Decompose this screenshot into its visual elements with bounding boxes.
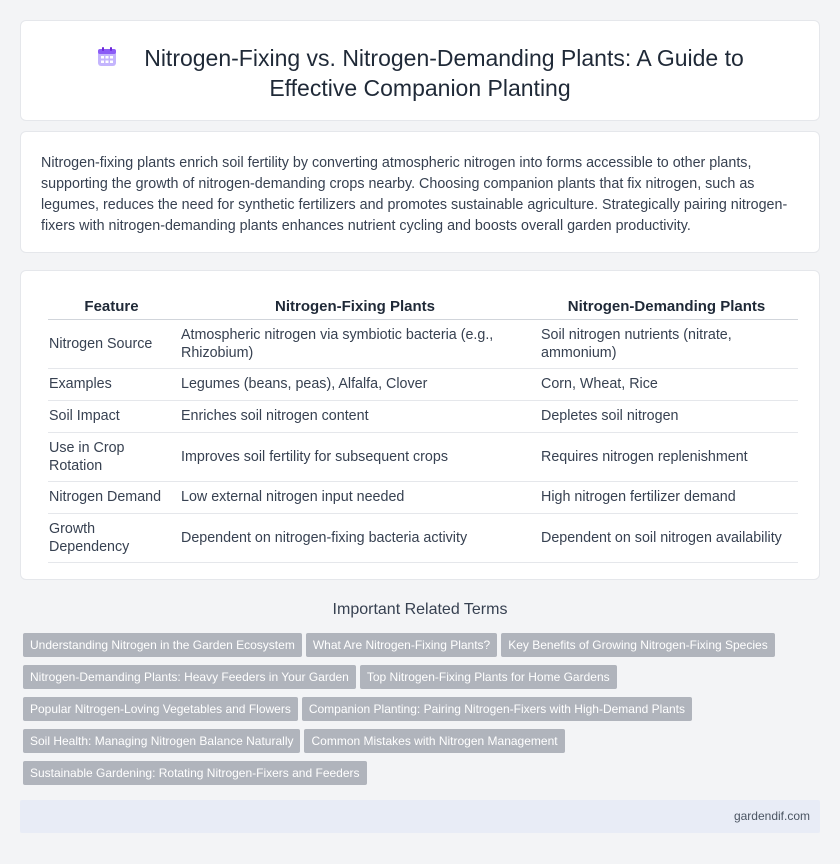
calendar-icon (96, 45, 118, 67)
table-row (48, 319, 798, 368)
table-row (48, 481, 798, 513)
related-term-tag[interactable]: Sustainable Gardening: Rotating Nitrogen-Fixers and Feeders (23, 761, 367, 785)
intro-card (20, 131, 820, 253)
table-cell: High nitrogen fertilizer demand (535, 481, 798, 513)
table-cell: Dependent on soil nitrogen availability (535, 513, 798, 562)
related-terms-title: Important Related Terms (332, 601, 508, 618)
table-cell: Depletes soil nitrogen (535, 400, 798, 432)
table-cell: Dependent on nitrogen-fixing bacteria activity (175, 513, 535, 562)
table-header-row (48, 295, 798, 319)
related-terms-list (23, 633, 803, 793)
related-term-tag[interactable]: Soil Health: Managing Nitrogen Balance Naturally (23, 729, 300, 753)
table-cell: Growth Dependency (48, 513, 175, 562)
table-cell: Requires nitrogen replenishment (535, 432, 798, 481)
related-term-tag[interactable]: Understanding Nitrogen in the Garden Ecosystem (23, 633, 302, 657)
table-row (48, 432, 798, 481)
related-term-tag[interactable]: Top Nitrogen-Fixing Plants for Home Gardens (360, 665, 617, 689)
table-cell: Corn, Wheat, Rice (535, 368, 798, 400)
footer-bar (20, 800, 820, 833)
related-term-tag[interactable]: Common Mistakes with Nitrogen Management (304, 729, 564, 753)
table-row (48, 400, 798, 432)
related-term-tag[interactable]: Nitrogen-Demanding Plants: Heavy Feeders in Your Garden (23, 665, 356, 689)
table-cell: Improves soil fertility for subsequent crops (175, 432, 535, 481)
related-term-tag[interactable]: What Are Nitrogen-Fixing Plants? (306, 633, 497, 657)
table-cell: Soil nitrogen nutrients (nitrate, ammonium) (535, 319, 798, 368)
table-cell: Use in Crop Rotation (48, 432, 175, 481)
related-term-tag[interactable]: Popular Nitrogen-Loving Vegetables and Flowers (23, 697, 298, 721)
table-row (48, 513, 798, 562)
table-cell: Soil Impact (48, 400, 175, 432)
comparison-card (20, 270, 820, 580)
table-cell: Enriches soil nitrogen content (175, 400, 535, 432)
header-nitrogen-demanding: Nitrogen-Demanding Plants (535, 295, 798, 319)
table-cell: Nitrogen Demand (48, 481, 175, 513)
header-nitrogen-fixing: Nitrogen-Fixing Plants (175, 295, 535, 319)
header-feature: Feature (48, 295, 175, 319)
comparison-table (48, 295, 798, 563)
title-line-2: Effective Companion Planting (269, 75, 571, 101)
table-cell: Atmospheric nitrogen via symbiotic bacteria (e.g., Rhizobium) (175, 319, 535, 368)
page-title (21, 43, 819, 103)
related-term-tag[interactable]: Companion Planting: Pairing Nitrogen-Fixers with High-Demand Plants (302, 697, 692, 721)
related-term-tag[interactable]: Key Benefits of Growing Nitrogen-Fixing Species (501, 633, 774, 657)
title-line-1: Nitrogen-Fixing vs. Nitrogen-Demanding Plants: A Guide to (144, 45, 744, 71)
table-cell: Legumes (beans, peas), Alfalfa, Clover (175, 368, 535, 400)
table-cell: Examples (48, 368, 175, 400)
footer-site-link[interactable]: gardendif.com (733, 809, 810, 823)
table-row (48, 368, 798, 400)
table-cell: Low external nitrogen input needed (175, 481, 535, 513)
title-card (20, 20, 820, 121)
intro-paragraph: Nitrogen-fixing plants enrich soil fertility by converting atmospheric nitrogen into forms accessible to other plants, supporting the growth of nitrogen-demanding crops nearby. Choosing companion plants that fix nitrogen, such as legumes, reduces the need for synthetic fertilizers and promotes sustainable agriculture. Strategically pairing nitrogen-fixers with nitrogen-demanding plants enhances nutrient cycling and boosts overall garden productivity. (41, 155, 788, 234)
table-cell: Nitrogen Source (48, 319, 175, 368)
